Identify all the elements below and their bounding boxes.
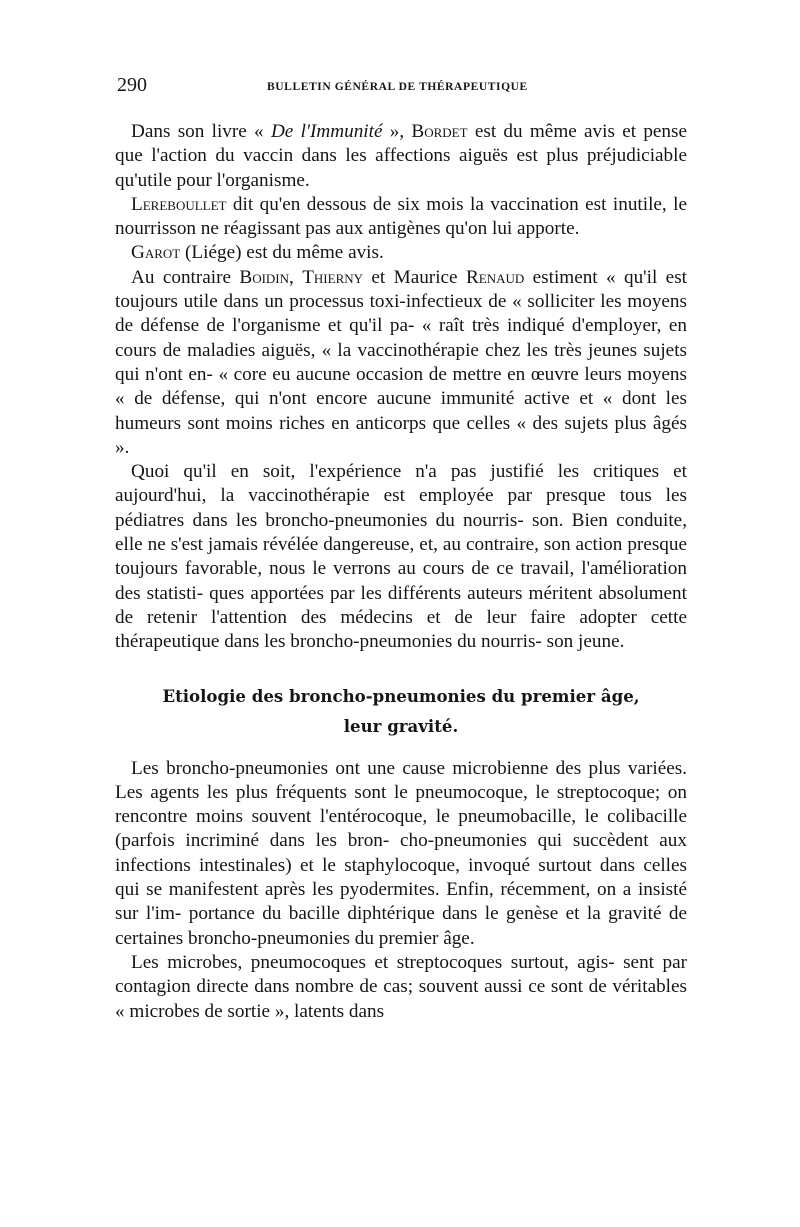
author-name: Bordet: [411, 121, 468, 142]
text-fragment: dit qu'en dessous de six mois la vaccination est inutile, le nourrisson ne réagissant pas aux antigènes qu'on lui apporte.: [115, 193, 687, 240]
running-head: [117, 74, 687, 102]
author-name: Thierny: [302, 266, 364, 288]
author-name: Lereboullet: [131, 193, 227, 215]
spacer: [115, 741, 687, 757]
text-fragment: Au contraire: [131, 266, 240, 288]
text-fragment: Dans son livre «: [131, 121, 271, 142]
text-fragment: estiment « qu'il est toujours utile dans un processus toxi-infectieux de « solliciter les moyens de défense de l'organisme et qu'il pa- « raît très indiqué d'employer, en cours de maladies aiguës, « la vaccinothérapie chez les très jeunes sujets qui n'ont en- « core eu aucune occasion de mettre en œuvre leurs moyens « de défense, qui n'ont encore aucune immunité active et « dont les humeurs sont moins riches en anticorps que celles « des sujets plus âgés ».: [115, 266, 687, 458]
body-text: [115, 120, 687, 1024]
section-title-line-2: leur gravité.: [343, 715, 459, 736]
paragraph-vaccinotherapie: Quoi qu'il en soit, l'expérience n'a pas justifié les critiques et aujourd'hui, la vaccinothérapie est employée par presque tous les pédiatres dans les broncho-pneumonies du nourris- son. Bien conduite, elle ne s'est jamais révélée dangereuse, et, au contraire, son action presque toujours favorable, nous le verrons au cours de ce travail, l'amélioration des statisti- ques apportées par les différents auteurs méritent absolument de retenir l'attention des médecins et de leur faire adopter cette thérapeutique dans les broncho-pneumonies du nourris- son jeune.: [115, 461, 687, 653]
page-number: 290: [117, 74, 147, 96]
author-name: Boidin: [239, 266, 290, 288]
text-fragment: ,: [289, 266, 303, 288]
spacer: [115, 655, 687, 681]
paragraph-lereboullet: [115, 193, 687, 242]
text-fragment: et Maurice: [363, 266, 466, 288]
author-name: Garot: [131, 242, 181, 264]
running-title: BULLETIN GÉNÉRAL DE THÉRAPEUTIQUE: [267, 81, 528, 93]
section-title: [115, 681, 687, 741]
book-title: De l'Immunité: [270, 121, 383, 142]
text-fragment: (Liége) est du même avis.: [180, 242, 384, 264]
paragraph-agents: Les broncho-pneumonies ont une cause microbienne des plus variées. Les agents les plus fréquents sont le pneumocoque, le streptocoque; on rencontre moins souvent l'entérocoque, le pneumobacille, le colibacille (parfois incriminé dans les bron- cho-pneumonies qui succèdent aux infections intestinales) et le staphylocoque, invoqué surtout dans celles qui se manifestent après les pyodermites. Enfin, récemment, on a insisté sur l'im- portance du bacille diphtérique dans le genèse et la gravité de certaines broncho-pneumonies du premier âge.: [115, 757, 687, 949]
section-title-line-1: Etiologie des broncho-pneumonies du premier âge,: [162, 685, 640, 706]
text-fragment: est du même avis et pense que l'action du vaccin dans les affections aiguës est plus préjudiciable qu'utile pour l'organisme.: [115, 121, 688, 191]
author-name: Renaud: [465, 266, 525, 288]
paragraph-garot: [115, 241, 687, 265]
text-fragment: »,: [382, 121, 412, 142]
paragraph-bordet: [115, 120, 687, 193]
paragraph-microbes: Les microbes, pneumocoques et streptocoques surtout, agis- sent par contagion directe dans nombre de cas; souvent aussi ce sont de véritables « microbes de sortie », latents dans: [115, 951, 687, 1022]
paragraph-boidin-quote: [115, 266, 687, 460]
